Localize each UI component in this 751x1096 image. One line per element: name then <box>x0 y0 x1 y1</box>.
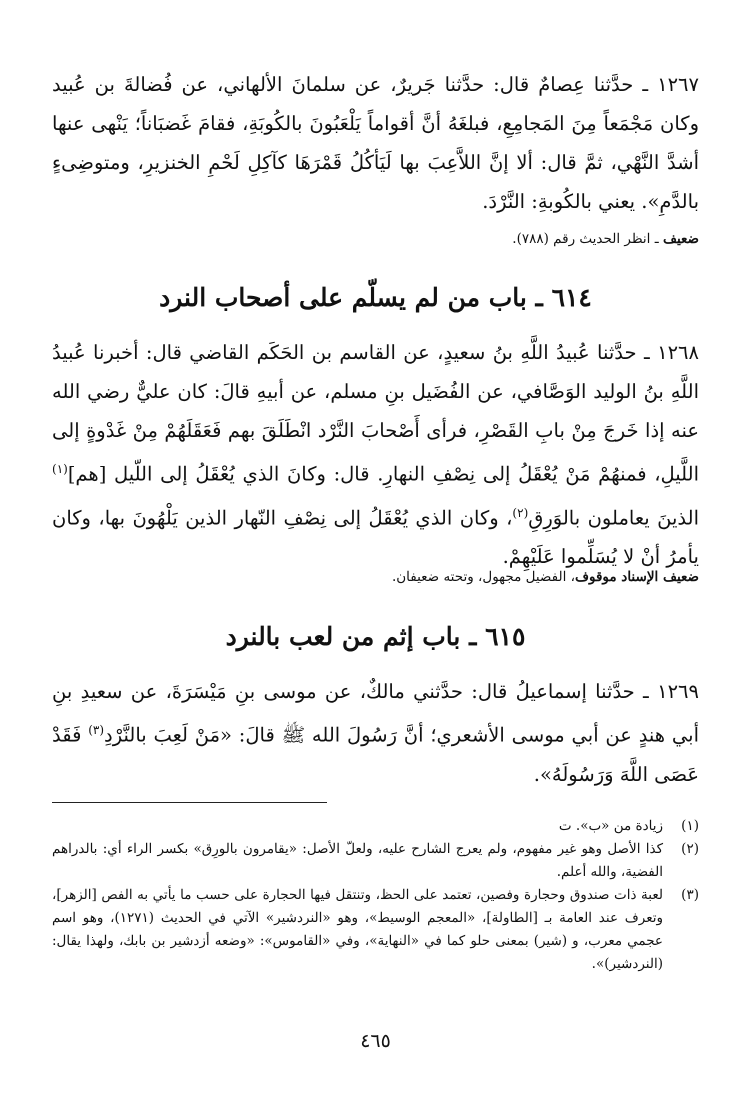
footnote-text: لعبة ذات صندوق وحجارة وفصين، تعتمد على الحظ، وتنتقل فيها الحجارة على حسب ما يأتي به الفص [الزهر]، وتعرف عند العامة بـ [الطاولة]، «المعجم الوسيط»، وهو «النردشير» الآتي في الحديث (١٢٧١)، وهو اسم عجمي معرب، و (شير) بمعنى حلو كما في «النهاية»، وفي «القاموس»: «وضعه أزدشير بن بابك، ولهذا يقال: (النردشير)». <box>52 887 663 972</box>
footnote-ref-3[interactable]: (٣) <box>88 723 105 737</box>
hadith-1267-text: ١٢٦٧ ـ حدَّثنا عِصامٌ قال: حدَّثنا جَريرٌ، عن سلمانَ الألهاني، عن فُضالةَ بن عُبيد وكان مَجْمَعاً مِنَ المَجامِعِ، فبلغَهُ أنَّ أقواماً يَلْعَبُونَ بالكُوبَةِ، فقامَ غَضبَاناً؛ يَنْهى عنها أشدَّ النَّهْي، ثمَّ قال: ألا إنَّ اللاَّعِبَ بها لَيَأكُلُ قَمْرَهَا كآكِلِ لَحْمِ الخنزيرِ، ومتوضِىءٍ بالدَّمِ». يعني بالكُوبةِ: النَّرْدَ. <box>52 73 699 213</box>
hadith-1269 <box>52 672 699 794</box>
hadith-1267-grade <box>52 228 699 250</box>
grade-label: ضعيف <box>662 231 699 247</box>
footnote-1 <box>52 815 699 838</box>
grade-label: ضعيف الإسناد موقوف <box>574 569 699 585</box>
hadith-1268-end: ، وكان الذي يُعْقَلُ إلى نِصْفِ النّهار الذين يَلْهُونَ بها، وكان يأمرُ أنْ لا يُسَلِّموا عَلَيْهِمْ. <box>52 506 699 568</box>
page-number: ٤٦٥ <box>360 1030 391 1052</box>
footnote-text: كذا الأصل وهو غير مفهوم، ولم يعرج الشارح عليه، ولعلّ الأصل: «يقامرون بالورِق» بكسر الراء أي: بالدراهم الفضية، والله أعلم. <box>52 841 663 880</box>
hadith-1269-text: ١٢٦٩ ـ حدَّثنا إسماعيلُ قال: حدَّثني مالكٌ، عن موسى بنِ مَيْسَرَةَ، عن سعيدِ بنِ أبي هندٍ عن أبي موسى الأشعري؛ أنَّ رَسُولَ الله ﷺ قالَ: «مَنْ لَعِبَ بالنَّرْدِ <box>52 680 699 747</box>
hadith-1268-text: ١٢٦٨ ـ حدَّثنا عُبيدُ اللَّهِ بنُ سعيدٍ، عن القاسم بن الحَكَم القاضي قال: أخبرنا عُبيدُ اللَّهِ بنُ الوليد الوَصَّافي، عن الفُضَيل بنِ مسلم، عن أبيهِ قالَ: كان عليٌّ رضي الله عنه إذا خَرجَ مِنْ بابِ القَصْرِ، فرأى أَصْحابَ النَّرْد انْطَلَقَ بهم فَعَقَلَهُمْ مِنْ غَدْوةٍ إلى اللَّيلِ، فمنهُمْ مَنْ يُعْقَلُ إلى نِصْفِ النهارِ. قال: وكانَ الذي يُعْقَلُ إلى اللّيل [هم] <box>52 341 699 486</box>
chapter-heading-615: ٦١٥ ـ باب إثم من لعب بالنرد <box>225 622 526 651</box>
hadith-1267 <box>52 65 699 221</box>
footnote-divider <box>52 802 327 803</box>
footnote-3 <box>52 884 699 976</box>
hadith-1269-end: فَقَدْ عَصَى اللَّهَ وَرَسُولَهُ». <box>52 723 699 786</box>
hadith-1268 <box>52 333 699 576</box>
footnotes <box>52 815 699 976</box>
footnote-text: زيادة من «ب». ت <box>558 818 663 834</box>
grade-text: ـ انظر الحديث رقم (٧٨٨). <box>512 231 663 247</box>
hadith-1268-mid: الذينَ يعاملون بالوَرِقِ <box>528 506 699 529</box>
footnote-number: (١) <box>681 818 699 834</box>
footnote-ref-2[interactable]: (٢) <box>512 505 529 520</box>
footnote-number: (٢) <box>681 841 699 857</box>
footnote-ref-1[interactable]: (١) <box>52 462 68 476</box>
grade-text: ، الفضيل مجهول، وتحته ضعيفان. <box>391 569 575 585</box>
chapter-heading-614: ٦١٤ ـ باب من لم يسلّم على أصحاب النرد <box>159 283 592 312</box>
footnote-2 <box>52 838 699 884</box>
footnote-number: (٣) <box>681 887 699 903</box>
hadith-1268-grade <box>52 566 699 588</box>
